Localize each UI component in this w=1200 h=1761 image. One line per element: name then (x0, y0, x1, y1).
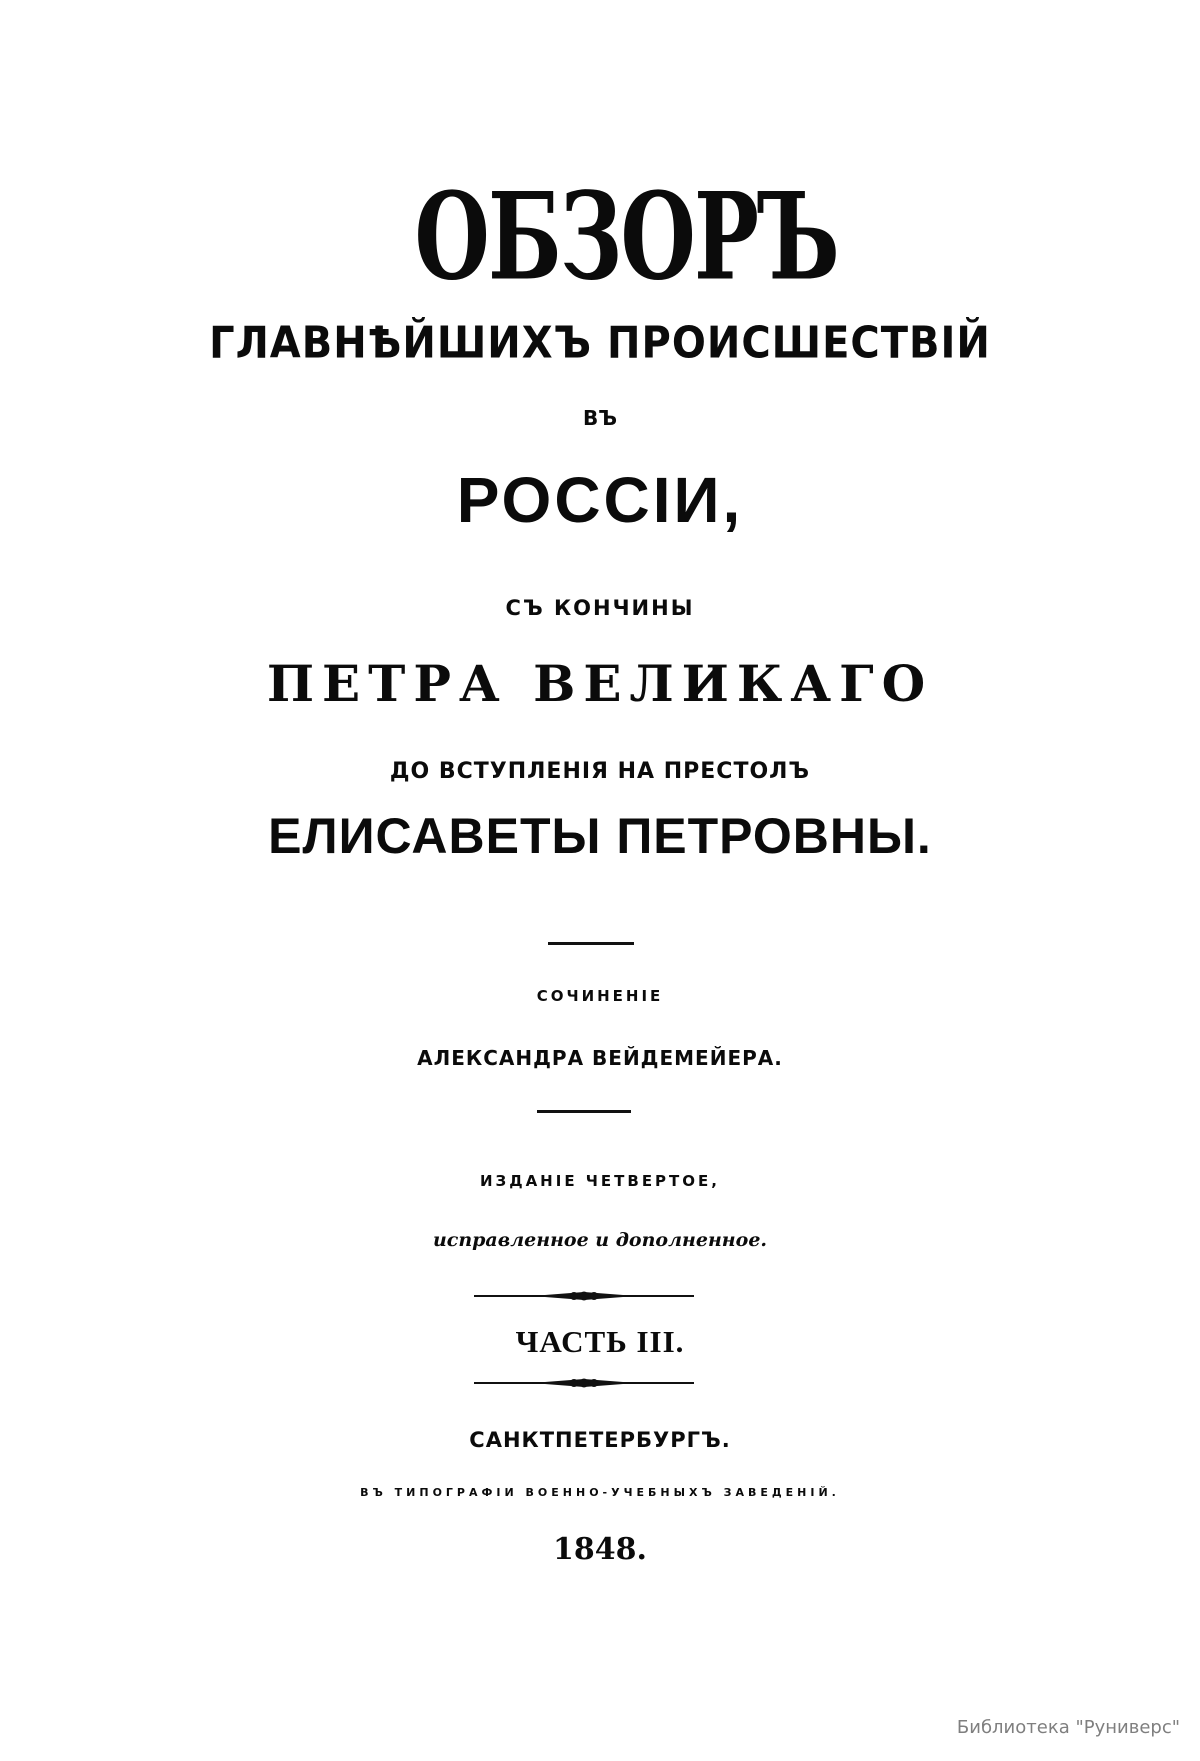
printer-line: ВЪ ТИПОГРАФІИ ВОЕННО-УЧЕБНЫХЪ ЗАВЕДЕНІЙ. (360, 1486, 840, 1499)
country-name: РОССІИ, (456, 464, 744, 536)
ornamental-rule-bottom (472, 1377, 696, 1389)
from-end-text: СЪ КОНЧИНЫ (505, 596, 695, 620)
until-accession-text: ДО ВСТУПЛЕНІЯ НА ПРЕСТОЛЪ (389, 759, 811, 784)
edition-note: исправленное и дополненное. (432, 1229, 768, 1251)
elizabeth-name: ЕЛИСАВЕТЫ ПЕТРОВНЫ. (268, 808, 932, 864)
divider-rule-top (548, 942, 634, 945)
edition-label: ИЗДАНІЕ ЧЕТВЕРТОЕ, (480, 1172, 720, 1190)
author-name: АЛЕКСАНДРА ВЕЙДЕМЕЙЕРА. (417, 1046, 783, 1070)
publication-city: САНКТПЕТЕРБУРГЪ. (469, 1428, 731, 1452)
preposition-text: ВЪ (582, 406, 618, 430)
peter-the-great-name: ПЕТРА ВЕЛИКАГО (266, 654, 934, 713)
publication-year: 1848. (553, 1532, 647, 1567)
book-subtitle: ГЛАВНѢЙШИХЪ ПРОИСШЕСТВІЙ (209, 317, 991, 369)
library-credit: Библиотека "Руниверс" (956, 1717, 1180, 1738)
part-number: ЧАСТЬ III. (515, 1324, 685, 1359)
work-of-label: СОЧИНЕНІЕ (536, 987, 664, 1005)
ornamental-rule-top (472, 1290, 696, 1302)
book-title: ОБЗОРЪ (414, 165, 838, 307)
divider-rule-middle (537, 1110, 631, 1113)
